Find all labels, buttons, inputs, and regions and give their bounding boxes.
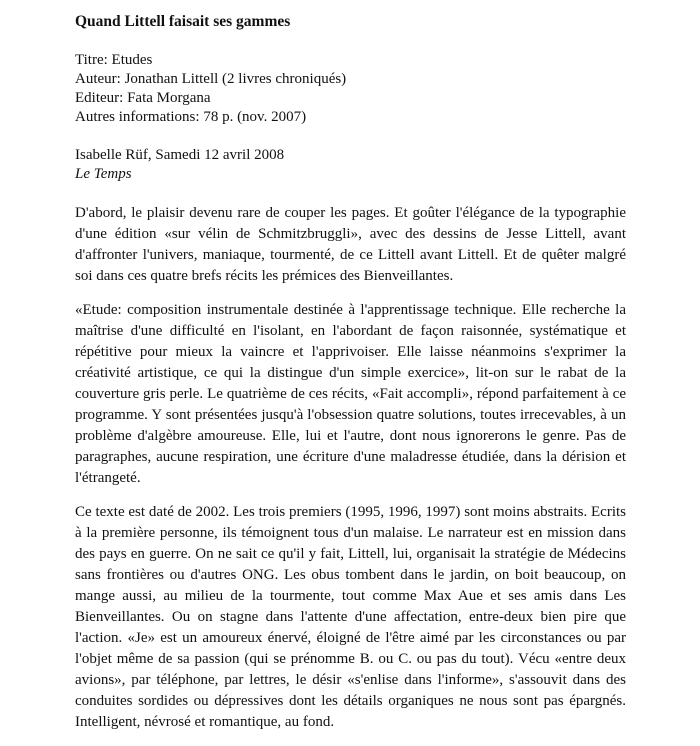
meta-autres-informations: Autres informations: 78 p. (nov. 2007) xyxy=(75,109,307,125)
meta-titre: Titre: Etudes xyxy=(75,52,153,68)
paragraph-1: D'abord, le plaisir devenu rare de couper les pages. Et goûter l'élégance de la typographie d'une édition «sur vélin de Schmitzbruggli», avec des dessins de Jesse Littell, avant d'affronter l'univers, maniaque, tourmenté, de ce Littell avant Littell. Et de quêter malgré soi dans ces quatre brefs récits les prémices des Bienveillantes. xyxy=(75,205,626,284)
byline xyxy=(75,146,626,184)
article-title: Quand Littell faisait ses gammes xyxy=(75,13,291,30)
meta-auteur: Auteur: Jonathan Littell (2 livres chroniqués) xyxy=(75,71,347,87)
meta-editeur: Editeur: Fata Morgana xyxy=(75,90,211,106)
book-metadata xyxy=(75,51,626,127)
byline-author-date: Isabelle Rüf, Samedi 12 avril 2008 xyxy=(75,147,285,163)
paragraph-2: «Etude: composition instrumentale destinée à l'apprentissage technique. Elle recherche la maîtrise d'une difficulté en l'isolant, en l'abordant de façon raisonnée, systématique et répétitive pour mieux la vaincre et l'apprivoiser. Elle laisse néanmoins s'exprimer la créativité artistique, ce qui la distingue d'un simple exercice», lit-on sur le rabat de la couverture gris perle. Le quatrième de ces récits, «Fait accompli», répond parfaitement à ce programme. Y sont présentées jusqu'à l'obsession quatre solutions, toutes irrecevables, à un problème d'algèbre amoureuse. Elle, lui et l'autre, dont nous ignorerons le genre. Pas de paragraphes, aucune respiration, une écriture d'une maladresse étudiée, dans la dérision et l'étrangeté. xyxy=(75,302,626,486)
byline-source: Le Temps xyxy=(75,166,132,182)
article xyxy=(75,12,626,746)
paragraph-3: Ce texte est daté de 2002. Les trois premiers (1995, 1996, 1997) sont moins abstraits. Ecrits à la première personne, ils témoignent tous d'un malaise. Le narrateur est en mission dans des pays en guerre. On ne sait ce qu'il y fait, Littell, lui, organisait la stratégie de Médecins sans frontières ou d'autres ONG. Les obus tombent dans le jardin, on boit beaucoup, on mange aussi, au milieu de la tourmente, tout comme Max Aue et ses amis dans Les Bienveillantes. Ou on stagne dans l'attente d'une affectation, entre-deux bien pire que l'action. «Je» est un amoureux énervé, éloigné de l'être aimé par les circonstances ou par l'objet même de sa passion (qui se prénomme B. ou C. ou pas du tout). Vécu «entre deux avions», par téléphone, par lettres, le désir «s'enlise dans l'informe», s'assouvit dans des conduites sordides ou dépressives dont les détails organiques ne nous sont pas épargnés. Intelligent, névrosé et romantique, au fond. xyxy=(75,504,626,730)
